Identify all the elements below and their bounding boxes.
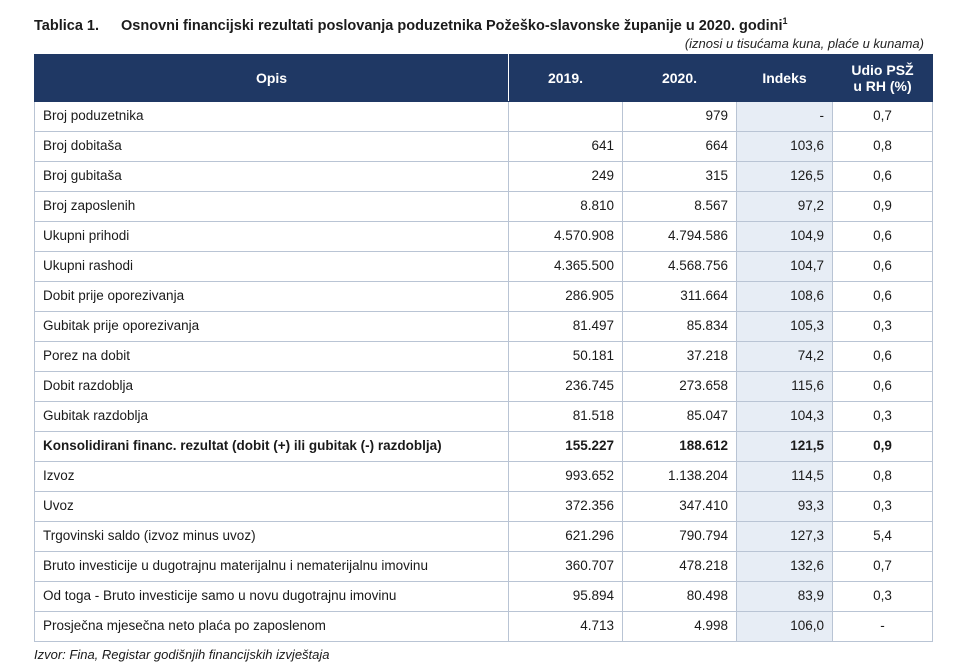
table-row <box>35 252 933 282</box>
cell-value-2020: 4.794.586 <box>623 222 737 252</box>
cell-value-2019: 8.810 <box>509 192 623 222</box>
cell-value-2020: 4.998 <box>623 612 737 642</box>
cell-value-2019: 372.356 <box>509 492 623 522</box>
cell-value-2019: 50.181 <box>509 342 623 372</box>
cell-share: 0,7 <box>833 102 933 132</box>
cell-share: 0,8 <box>833 462 933 492</box>
cell-value-2020: 188.612 <box>623 432 737 462</box>
cell-description: Konsolidirani financ. rezultat (dobit (+) ili gubitak (-) razdoblja) <box>35 432 509 462</box>
column-header-year-2019: 2019. <box>509 54 623 101</box>
table-caption-title <box>121 16 788 34</box>
table-caption <box>34 16 930 34</box>
cell-value-2019: 286.905 <box>509 282 623 312</box>
cell-value-2020: 80.498 <box>623 582 737 612</box>
cell-share: 0,6 <box>833 222 933 252</box>
cell-description: Uvoz <box>35 492 509 522</box>
cell-share: 5,4 <box>833 522 933 552</box>
cell-value-2020: 37.218 <box>623 342 737 372</box>
cell-index: 103,6 <box>737 132 833 162</box>
cell-index: 127,3 <box>737 522 833 552</box>
cell-share: 0,3 <box>833 582 933 612</box>
cell-share: 0,3 <box>833 402 933 432</box>
cell-value-2019: 81.497 <box>509 312 623 342</box>
cell-value-2020: 979 <box>623 102 737 132</box>
cell-description: Gubitak razdoblja <box>35 402 509 432</box>
cell-share: 0,3 <box>833 312 933 342</box>
cell-description: Bruto investicije u dugotrajnu materijalnu i nematerijalnu imovinu <box>35 552 509 582</box>
table-row <box>35 312 933 342</box>
cell-value-2020: 311.664 <box>623 282 737 312</box>
cell-share: 0,7 <box>833 552 933 582</box>
cell-value-2020: 273.658 <box>623 372 737 402</box>
cell-value-2019: 81.518 <box>509 402 623 432</box>
cell-value-2019: 993.652 <box>509 462 623 492</box>
cell-share: 0,6 <box>833 282 933 312</box>
cell-share: 0,6 <box>833 162 933 192</box>
cell-value-2019 <box>509 102 623 132</box>
cell-value-2019: 249 <box>509 162 623 192</box>
column-header-year-2020: 2020. <box>623 54 737 101</box>
cell-share: 0,6 <box>833 342 933 372</box>
cell-description: Dobit razdoblja <box>35 372 509 402</box>
table-source-note: Izvor: Fina, Registar godišnjih financijskih izvještaja <box>34 647 330 662</box>
cell-share: 0,6 <box>833 252 933 282</box>
cell-value-2020: 4.568.756 <box>623 252 737 282</box>
column-header-opis: Opis <box>35 54 509 101</box>
cell-description: Trgovinski saldo (izvoz minus uvoz) <box>35 522 509 552</box>
cell-index: 115,6 <box>737 372 833 402</box>
cell-value-2019: 4.365.500 <box>509 252 623 282</box>
cell-description: Izvoz <box>35 462 509 492</box>
cell-value-2020: 478.218 <box>623 552 737 582</box>
cell-value-2019: 621.296 <box>509 522 623 552</box>
cell-description: Ukupni prihodi <box>35 222 509 252</box>
cell-description: Od toga - Bruto investicije samo u novu dugotrajnu imovinu <box>35 582 509 612</box>
table-caption-footnote-marker: 1 <box>782 16 788 26</box>
table-row <box>35 462 933 492</box>
cell-index: 74,2 <box>737 342 833 372</box>
cell-value-2019: 4.713 <box>509 612 623 642</box>
cell-value-2020: 85.047 <box>623 402 737 432</box>
cell-description: Broj dobitaša <box>35 132 509 162</box>
column-header-share-line2: u RH (%) <box>853 77 912 94</box>
cell-index: - <box>737 102 833 132</box>
cell-value-2020: 347.410 <box>623 492 737 522</box>
table-row <box>35 492 933 522</box>
cell-share: 0,9 <box>833 192 933 222</box>
cell-index: 106,0 <box>737 612 833 642</box>
table-header <box>35 54 933 101</box>
cell-share: 0,3 <box>833 492 933 522</box>
cell-description: Ukupni rashodi <box>35 252 509 282</box>
table-row <box>35 522 933 552</box>
cell-description: Broj gubitaša <box>35 162 509 192</box>
cell-index: 83,9 <box>737 582 833 612</box>
cell-value-2019: 236.745 <box>509 372 623 402</box>
cell-description: Broj zaposlenih <box>35 192 509 222</box>
table-row <box>35 432 933 462</box>
cell-value-2020: 315 <box>623 162 737 192</box>
table-caption-label: Tablica 1. <box>34 17 100 34</box>
table-header-row <box>35 54 933 101</box>
table-row <box>35 102 933 132</box>
cell-index: 114,5 <box>737 462 833 492</box>
cell-value-2019: 641 <box>509 132 623 162</box>
table-row <box>35 192 933 222</box>
table-row <box>35 582 933 612</box>
table-row <box>35 552 933 582</box>
table-row <box>35 222 933 252</box>
column-header-share-line1: Udio PSŽ <box>851 61 914 78</box>
table-row <box>35 132 933 162</box>
cell-share: - <box>833 612 933 642</box>
cell-index: 126,5 <box>737 162 833 192</box>
cell-index: 97,2 <box>737 192 833 222</box>
cell-index: 132,6 <box>737 552 833 582</box>
cell-index: 121,5 <box>737 432 833 462</box>
cell-value-2019: 4.570.908 <box>509 222 623 252</box>
cell-value-2020: 664 <box>623 132 737 162</box>
cell-description: Prosječna mjesečna neto plaća po zaposlenom <box>35 612 509 642</box>
cell-value-2019: 360.707 <box>509 552 623 582</box>
cell-index: 108,6 <box>737 282 833 312</box>
cell-value-2020: 8.567 <box>623 192 737 222</box>
column-header-share <box>833 54 933 101</box>
cell-value-2020: 1.138.204 <box>623 462 737 492</box>
cell-index: 105,3 <box>737 312 833 342</box>
cell-index: 93,3 <box>737 492 833 522</box>
table-body <box>35 102 933 642</box>
cell-share: 0,6 <box>833 372 933 402</box>
table-row <box>35 282 933 312</box>
cell-value-2019: 155.227 <box>509 432 623 462</box>
cell-description: Broj poduzetnika <box>35 102 509 132</box>
cell-value-2020: 790.794 <box>623 522 737 552</box>
table-row <box>35 402 933 432</box>
cell-value-2020: 85.834 <box>623 312 737 342</box>
cell-index: 104,3 <box>737 402 833 432</box>
cell-value-2019: 95.894 <box>509 582 623 612</box>
cell-description: Porez na dobit <box>35 342 509 372</box>
table-row <box>35 372 933 402</box>
table-row <box>35 612 933 642</box>
financial-results-table <box>34 54 933 642</box>
cell-share: 0,8 <box>833 132 933 162</box>
column-header-index: Indeks <box>737 54 833 101</box>
cell-share: 0,9 <box>833 432 933 462</box>
cell-index: 104,9 <box>737 222 833 252</box>
cell-index: 104,7 <box>737 252 833 282</box>
units-note: (iznosi u tisućama kuna, plaće u kunama) <box>684 35 924 51</box>
table-caption-title-text: Osnovni financijski rezultati poslovanja poduzetnika Požeško-slavonske županije u 2020. godini <box>121 17 783 34</box>
cell-description: Dobit prije oporezivanja <box>35 282 509 312</box>
cell-description: Gubitak prije oporezivanja <box>35 312 509 342</box>
table-row <box>35 162 933 192</box>
table-row <box>35 342 933 372</box>
